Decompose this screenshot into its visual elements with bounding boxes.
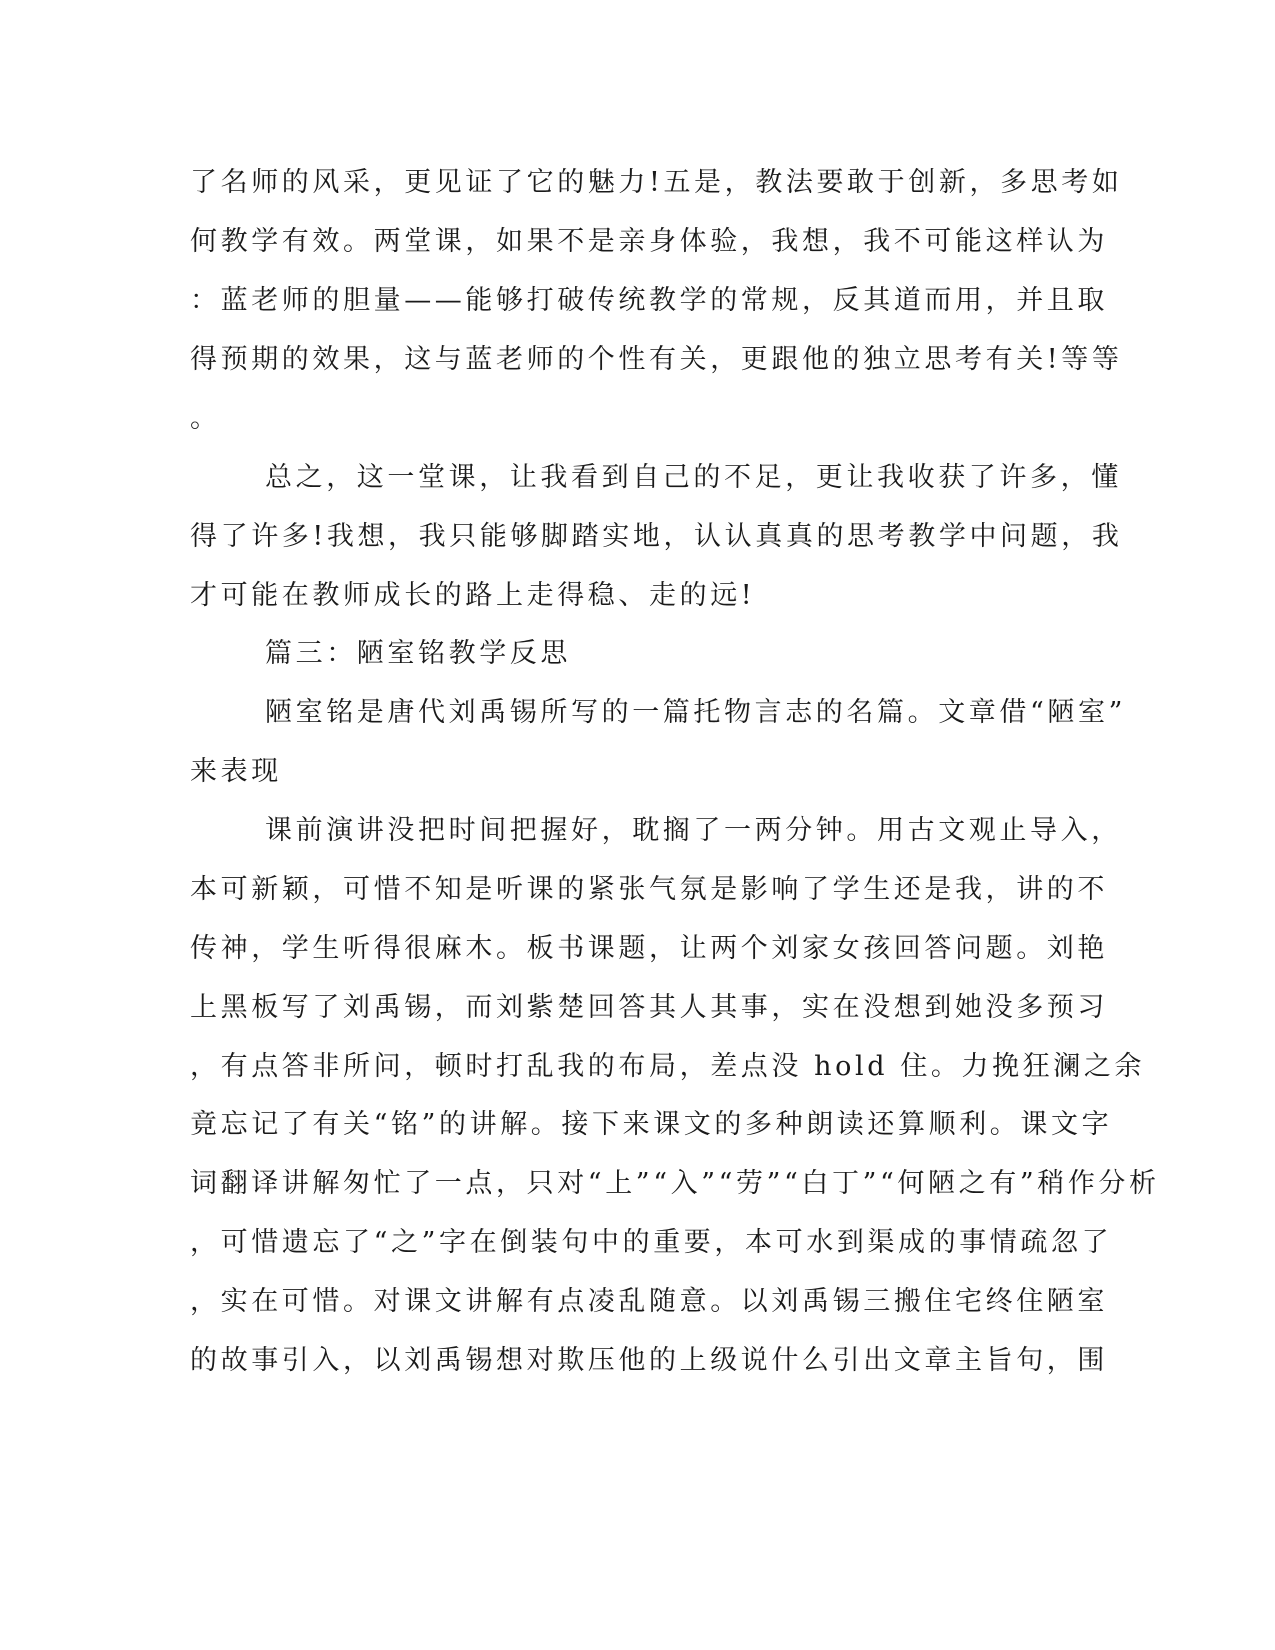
section-heading: 篇三：陋室铭教学反思 [265,638,571,669]
text-line: ，有点答非所问，顿时打乱我的布局，差点没 hold 住。力挽狂澜之余 [190,1051,1146,1082]
text-line: 上黑板写了刘禹锡，而刘紫楚回答其人其事，实在没想到她没多预习 [190,992,1108,1023]
text-line: ，可惜遗忘了“之”字在倒装句中的重要，本可水到渠成的事情疏忽了 [190,1227,1113,1258]
text-line: ：蓝老师的胆量——能够打破传统教学的常规，反其道而用，并且取 [190,285,1108,316]
text-line: 。 [190,403,221,434]
text-line: 何教学有效。两堂课，如果不是亲身体验，我想，我不可能这样认为 [190,226,1108,257]
text-line: ，实在可惜。对课文讲解有点凌乱随意。以刘禹锡三搬住宅终住陋室 [190,1286,1108,1317]
text-line: 得了许多!我想，我只能够脚踏实地，认认真真的思考教学中问题，我 [190,521,1123,552]
text-line: 才可能在教师成长的路上走得稳、走的远! [190,580,756,611]
text-line: 了名师的风采，更见证了它的魅力!五是，教法要敢于创新，多思考如 [190,167,1123,198]
text-line: 的故事引入，以刘禹锡想对欺压他的上级说什么引出文章主旨句，围 [190,1345,1108,1376]
text-line: 来表现 [190,756,282,787]
paragraph-start-line: 总之，这一堂课，让我看到自己的不足，更让我收获了许多，懂 [265,462,1122,493]
text-line: 竟忘记了有关“铭”的讲解。接下来课文的多种朗读还算顺利。课文字 [190,1109,1113,1140]
text-line: 词翻译讲解匆忙了一点，只对“上”“入”“劳”“白丁”“何陋之有”稍作分析 [190,1168,1160,1199]
text-line: 本可新颖，可惜不知是听课的紧张气氛是影响了学生还是我，讲的不 [190,874,1108,905]
text-line: 得预期的效果，这与蓝老师的个性有关，更跟他的独立思考有关!等等 [190,344,1123,375]
paragraph-start-line: 课前演讲没把时间把握好，耽搁了一两分钟。用古文观止导入， [265,815,1122,846]
text-line: 传神，学生听得很麻木。板书课题，让两个刘家女孩回答问题。刘艳 [190,933,1108,964]
paragraph-start-line: 陋室铭是唐代刘禹锡所写的一篇托物言志的名篇。文章借“陋室” [265,697,1127,728]
